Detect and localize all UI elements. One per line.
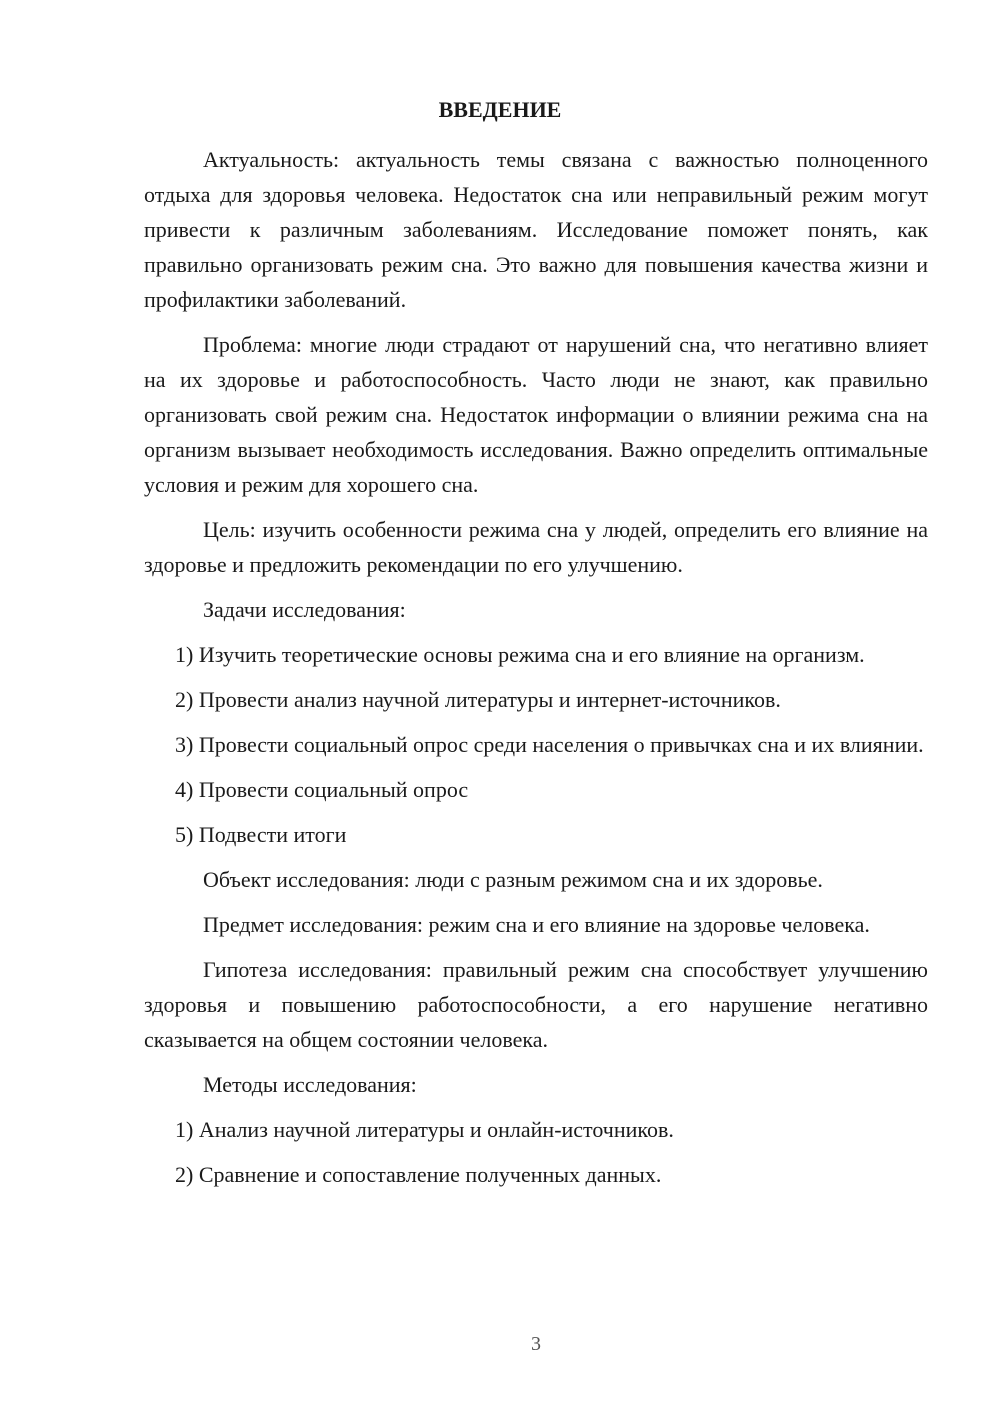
section-title: ВВЕДЕНИЕ — [438, 97, 562, 122]
list-item-method-1: 1) Анализ научной литературы и онлайн-источников. — [175, 1117, 674, 1142]
paragraph-methods-heading: Методы исследования: — [203, 1072, 417, 1097]
paragraph-goal: Цель: изучить особенности режима сна у людей, определить его влияние на здоровье и предложить рекомендации по его улучшению. — [144, 517, 928, 577]
list-item-task-5: 5) Подвести итоги — [175, 822, 347, 847]
list-item-task-4: 4) Провести социальный опрос — [175, 777, 469, 802]
paragraph-hypothesis: Гипотеза исследования: правильный режим сна способствует улучшению здоровья и повышению работоспособности, а его нарушение негативно сказывается на общем состоянии человека. — [144, 957, 928, 1052]
paragraph-problem: Проблема: многие люди страдают от нарушений сна, что негативно влияет на их здоровье и работоспособность. Часто люди не знают, как правильно организовать свой режим сна. Недостаток информации о влиянии режима сна на организм вызывает необходимость исследования. Важно определить оптимальные условия и режим для хорошего сна. — [144, 332, 928, 497]
body-text — [144, 142, 928, 1202]
paragraph-subject: Предмет исследования: режим сна и его влияние на здоровье человека. — [203, 912, 870, 937]
page-number: 3 — [531, 1333, 541, 1355]
paragraph-relevance: Актуальность: актуальность темы связана с важностью полноценного отдыха для здоровья человека. Недостаток сна или неправильный режим могут привести к различным заболеваниям. Исследование поможет понять, как правильно организовать режим сна. Это важно для повышения качества жизни и профилактики заболеваний. — [144, 147, 928, 312]
list-item-task-2: 2) Провести анализ научной литературы и интернет-источников. — [175, 687, 781, 712]
list-item-task-1: 1) Изучить теоретические основы режима сна и его влияние на организм. — [175, 642, 865, 667]
list-item-method-2: 2) Сравнение и сопоставление полученных данных. — [175, 1162, 662, 1187]
list-item-task-3: 3) Провести социальный опрос среди населения о привычках сна и их влиянии. — [175, 732, 924, 757]
paragraph-tasks-heading: Задачи исследования: — [203, 597, 406, 622]
paragraph-object: Объект исследования: люди с разным режимом сна и их здоровье. — [203, 867, 823, 892]
